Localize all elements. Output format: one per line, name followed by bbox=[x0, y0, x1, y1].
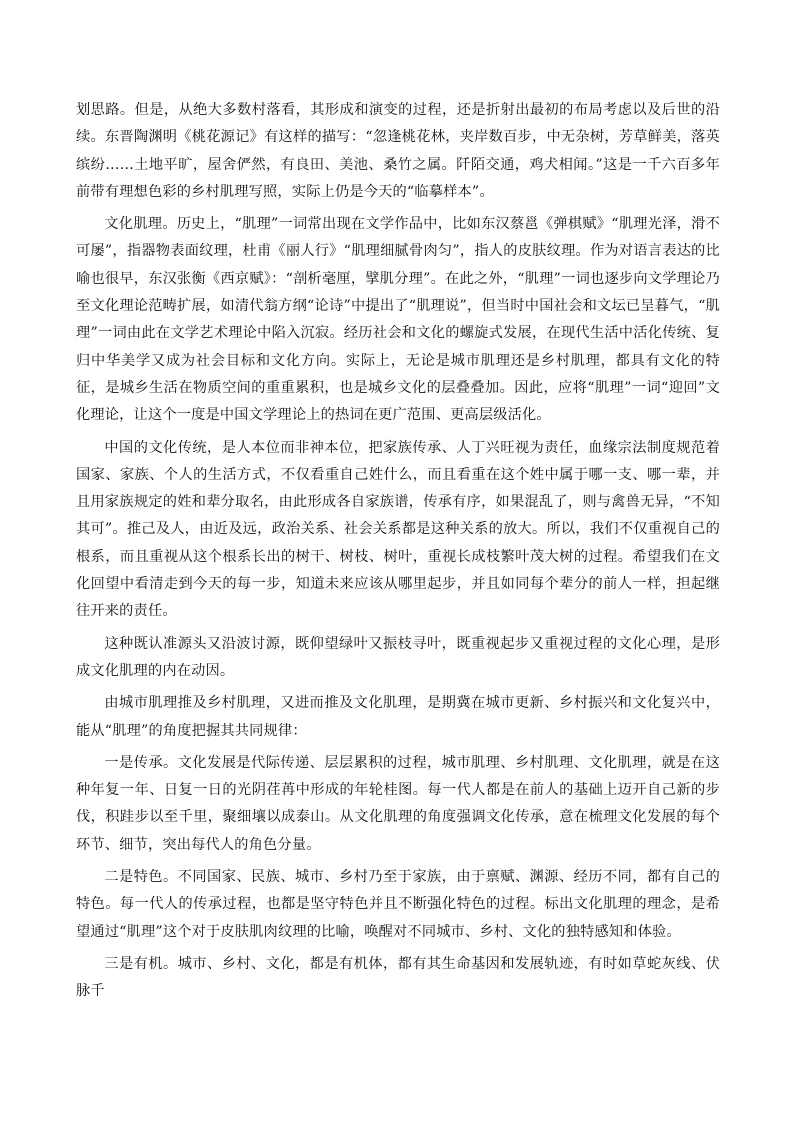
paragraph-common-rules: 由城市肌理推及乡村肌理，又进而推及文化肌理，是期冀在城市更新、乡村振兴和文化复兴中，能从“肌理”的角度把握其共同规律： bbox=[76, 695, 720, 739]
paragraph-organic: 三是有机。城市、乡村、文化，都是有机体，都有其生命基因和发展轨迹，有时如草蛇灰线、伏脉千 bbox=[76, 955, 720, 1000]
paragraph-continuation: 划思路。但是，从绝大多数村落看，其形成和演变的过程，还是折射出最初的布局考虑以及后世的沿续。东晋陶渊明《桃花源记》有这样的描写：“忽逢桃花林，夹岸数百步，中无杂树，芳草鲜美，落英缤纷……土地平旷，屋舍俨然，有良田、美池、桑竹之属。阡陌交通，鸡犬相闻。”这是一千六百多年前带有理想色彩的乡村肌理写照，实际上仍是今天的“临摹样本”。 bbox=[76, 102, 720, 200]
paragraph-cultural-psychology: 这种既认准源头又沿波讨源，既仰望绿叶又振枝寻叶，既重视起步又重视过程的文化心理，是形成文化肌理的内在动因。 bbox=[76, 635, 720, 679]
paragraph-characteristics: 二是特色。不同国家、民族、城市、乡村乃至于家族，由于禀赋、渊源、经历不同，都有自己的特色。每一代人的传承过程，也都是坚守特色并且不断强化特色的过程。标出文化肌理的理念，是希望通过“肌理”这个对于皮肤肌肉纹理的比喻，唤醒对不同城市、乡村、文化的独特感知和体验。 bbox=[76, 869, 720, 940]
paragraph-cultural-texture: 文化肌理。历史上，“肌理”一词常出现在文学作品中，比如东汉蔡邕《弹棋赋》“肌理光泽，滑不可屡”，指器物表面纹理，杜甫《丽人行》“肌理细腻骨肉匀”，指人的皮肤纹理。作为对语言表达的比喻也很早，东汉张衡《西京赋》：“剖析毫厘，擘肌分理”。在此之外，“肌理”一词也逐步向文学理论乃至文化理论范畴扩展，如清代翁方纲“论诗”中提出了“肌理说”，但当时中国社会和文坛已呈暮气，“肌理”一词由此在文学艺术理论中陷入沉寂。经历社会和文化的螺旋式发展，在现代生活中活化传统、复归中华美学又成为社会目标和文化方向。实际上，无论是城市肌理还是乡村肌理，都具有文化的特征，是城乡生活在物质空间的重重累积，也是城乡文化的层叠叠加。因此，应将“肌理”一词“迎回”文化理论，让这个一度是中国文学理论上的热词在更广范围、更高层级活化。 bbox=[76, 216, 720, 424]
paragraph-cultural-tradition: 中国的文化传统，是人本位而非神本位，把家族传承、人丁兴旺视为责任，血缘宗法制度规范着国家、家族、个人的生活方式，不仅看重自己姓什么，而且看重在这个姓中属于哪一支、哪一辈，并且用家族规定的姓和辈分取名，由此形成各自家族谱，传承有序，如果混乱了，则与禽兽无异，“不知其可”。推己及人，由近及远，政治关系、社会关系都是这种关系的放大。所以，我们不仅重视自己的根系，而且重视从这个根系长出的树干、树枝、树叶，重视长成枝繁叶茂大树的过程。希望我们在文化回望中看清走到今天的每一步，知道未来应该从哪里起步，并且如同每个辈分的前人一样，担起继往开来的责任。 bbox=[76, 439, 720, 620]
body-text bbox=[76, 97, 720, 1011]
paragraph-inheritance: 一是传承。文化发展是代际传递、层层累积的过程，城市肌理、乡村肌理、文化肌理，就是在这种年复一年、日复一日的光阴荏苒中形成的年轮桂图。每一代人都是在前人的基础上迈开自己新的步伐，积跬步以至千里，聚细壤以成泰山。从文化肌理的角度强调文化传承，意在梳理文化发展的每个环节、细节，突出每代人的角色分量。 bbox=[76, 754, 720, 853]
